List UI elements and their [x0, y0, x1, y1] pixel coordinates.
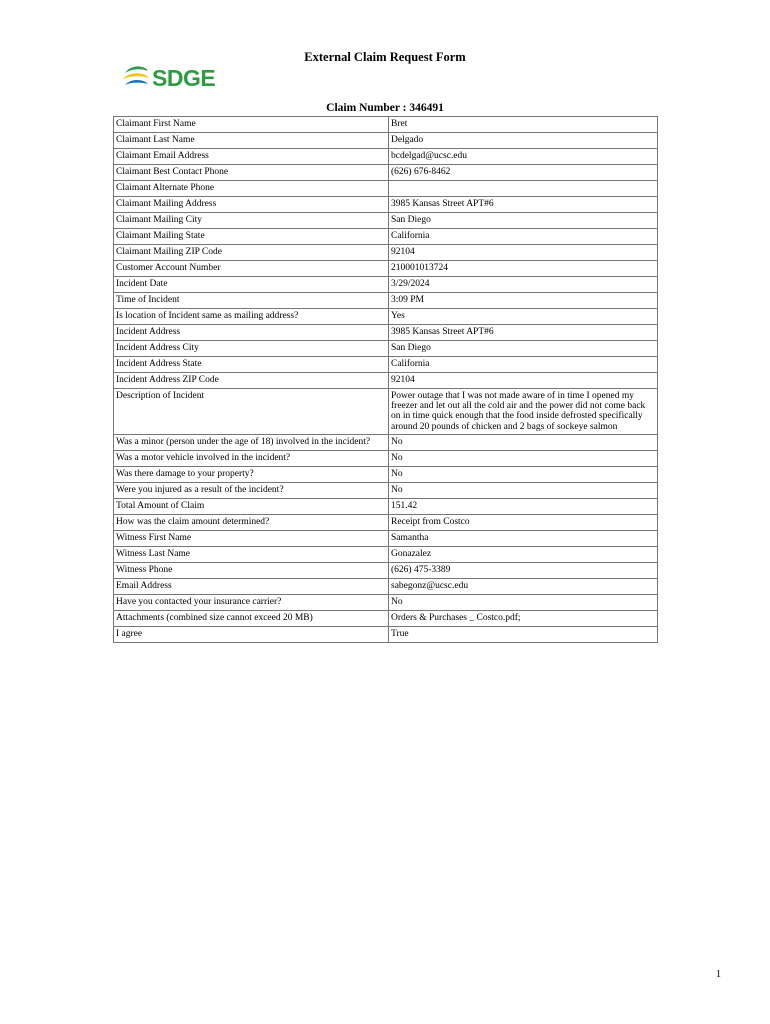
- field-value: True: [389, 626, 658, 642]
- field-label: Total Amount of Claim: [114, 498, 389, 514]
- table-row: [114, 546, 658, 562]
- field-label: Incident Address State: [114, 357, 389, 373]
- field-value: Receipt from Costco: [389, 514, 658, 530]
- table-row: [114, 389, 658, 435]
- field-value: 92104: [389, 245, 658, 261]
- table-row: [114, 578, 658, 594]
- field-value: 3/29/2024: [389, 277, 658, 293]
- field-value: Orders & Purchases _ Costco.pdf;: [389, 610, 658, 626]
- field-value: Bret: [389, 117, 658, 133]
- field-value: [389, 181, 658, 197]
- logo-text: SDGE: [152, 64, 216, 91]
- field-label: How was the claim amount determined?: [114, 514, 389, 530]
- table-row: [114, 482, 658, 498]
- field-label: Description of Incident: [114, 389, 389, 435]
- field-label: Incident Address City: [114, 341, 389, 357]
- table-row: [114, 626, 658, 642]
- field-label: Claimant Email Address: [114, 149, 389, 165]
- table-row: [114, 341, 658, 357]
- table-row: [114, 277, 658, 293]
- table-row: [114, 181, 658, 197]
- table-row: [114, 594, 658, 610]
- field-label: Claimant Mailing State: [114, 229, 389, 245]
- table-row: [114, 197, 658, 213]
- page-title: External Claim Request Form: [304, 50, 466, 64]
- field-value: 92104: [389, 373, 658, 389]
- table-row: [114, 133, 658, 149]
- field-label: Claimant Mailing City: [114, 213, 389, 229]
- field-label: Claimant Mailing ZIP Code: [114, 245, 389, 261]
- field-label: Incident Address ZIP Code: [114, 373, 389, 389]
- field-label: Was a minor (person under the age of 18) involved in the incident?: [114, 434, 389, 450]
- table-row: [114, 229, 658, 245]
- table-row: [114, 309, 658, 325]
- table-row: [114, 434, 658, 450]
- field-value: San Diego: [389, 341, 658, 357]
- field-value: No: [389, 434, 658, 450]
- field-value: 210001013724: [389, 261, 658, 277]
- field-value: No: [389, 450, 658, 466]
- field-value: Yes: [389, 309, 658, 325]
- sdge-swoosh-icon: [121, 63, 151, 93]
- table-row: [114, 466, 658, 482]
- claim-details-table: [113, 116, 658, 643]
- table-row: [114, 149, 658, 165]
- field-value: No: [389, 594, 658, 610]
- field-value: No: [389, 466, 658, 482]
- field-label: Attachments (combined size cannot exceed 20 MB): [114, 610, 389, 626]
- table-row: [114, 450, 658, 466]
- field-label: Witness Phone: [114, 562, 389, 578]
- field-value: sabegonz@ucsc.edu: [389, 578, 658, 594]
- field-label: Is location of Incident same as mailing address?: [114, 309, 389, 325]
- table-row: [114, 261, 658, 277]
- field-label: Incident Date: [114, 277, 389, 293]
- table-row: [114, 245, 658, 261]
- field-label: Time of Incident: [114, 293, 389, 309]
- field-label: I agree: [114, 626, 389, 642]
- field-value: bcdelgad@ucsc.edu: [389, 149, 658, 165]
- field-value: (626) 475-3389: [389, 562, 658, 578]
- field-value: 3985 Kansas Street APT#6: [389, 197, 658, 213]
- table-row: [114, 498, 658, 514]
- table-row: [114, 293, 658, 309]
- field-value: (626) 676-8462: [389, 165, 658, 181]
- field-value: San Diego: [389, 213, 658, 229]
- field-value: Delgado: [389, 133, 658, 149]
- table-row: [114, 213, 658, 229]
- table-row: [114, 514, 658, 530]
- field-label: Have you contacted your insurance carrier?: [114, 594, 389, 610]
- claim-number: Claim Number : 346491: [326, 102, 444, 114]
- field-value: 151.42: [389, 498, 658, 514]
- table-row: [114, 610, 658, 626]
- table-row: [114, 165, 658, 181]
- field-value: California: [389, 357, 658, 373]
- page-number: 1: [716, 969, 721, 980]
- field-label: Claimant Mailing Address: [114, 197, 389, 213]
- table-row: [114, 530, 658, 546]
- field-label: Email Address: [114, 578, 389, 594]
- field-label: Claimant Best Contact Phone: [114, 165, 389, 181]
- field-label: Witness Last Name: [114, 546, 389, 562]
- field-label: Was there damage to your property?: [114, 466, 389, 482]
- field-value: Gonazalez: [389, 546, 658, 562]
- field-label: Claimant Last Name: [114, 133, 389, 149]
- field-label: Customer Account Number: [114, 261, 389, 277]
- field-label: Incident Address: [114, 325, 389, 341]
- table-row: [114, 373, 658, 389]
- field-label: Was a motor vehicle involved in the incident?: [114, 450, 389, 466]
- field-value: 3:09 PM: [389, 293, 658, 309]
- field-value: 3985 Kansas Street APT#6: [389, 325, 658, 341]
- field-value: California: [389, 229, 658, 245]
- field-label: Were you injured as a result of the incident?: [114, 482, 389, 498]
- field-value: Power outage that I was not made aware of in time I opened my freezer and let out all the cold air and the power did not come back on in time quick enough that the food inside defrosted specifically around 20 pounds of chicken and 2 bags of sockeye salmon: [389, 389, 658, 435]
- table-row: [114, 562, 658, 578]
- table-row: [114, 117, 658, 133]
- table-row: [114, 357, 658, 373]
- field-label: Claimant Alternate Phone: [114, 181, 389, 197]
- table-row: [114, 325, 658, 341]
- field-label: Claimant First Name: [114, 117, 389, 133]
- sdge-logo: [121, 62, 221, 94]
- field-label: Witness First Name: [114, 530, 389, 546]
- field-value: No: [389, 482, 658, 498]
- field-value: Samantha: [389, 530, 658, 546]
